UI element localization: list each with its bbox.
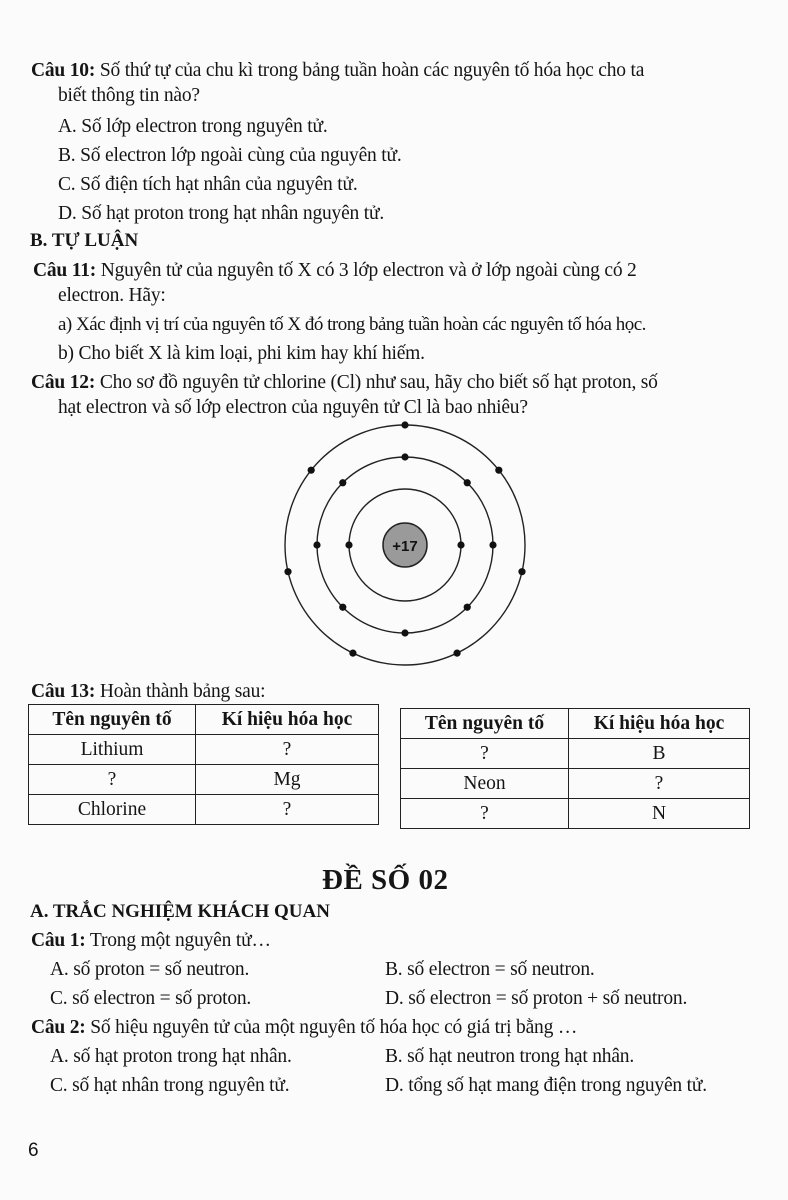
table-cell: Lithium [29,735,196,765]
q12-line1 [31,371,658,395]
table-cell: ? [196,735,379,765]
electron [464,479,471,486]
section-b-heading: B. TỰ LUẬN [30,230,139,251]
table-header: Tên nguyên tố [401,709,569,739]
q11-part-b: b) Cho biết X là kim loại, phi kim hay khí hiếm. [58,343,425,364]
q12-label: Câu 12: [31,372,96,393]
electron [518,568,525,575]
q11-text: Nguyên tử của nguyên tố X có 3 lớp electron và ở lớp ngoài cùng có 2 [96,260,637,281]
table-cell: Neon [401,769,569,799]
electron [464,604,471,611]
q2-option-c: C. số hạt nhân trong nguyên tử. [50,1075,290,1096]
q13-text: Hoàn thành bảng sau: [95,681,266,702]
table-cell: B [569,739,750,769]
table-row [401,739,750,769]
table-cell: ? [29,765,196,795]
q2-option-a: A. số hạt proton trong hạt nhân. [50,1046,292,1067]
q10-option-d: D. Số hạt proton trong hạt nhân nguyên tử. [58,203,385,224]
q10-label: Câu 10: [31,60,96,81]
q1-option-b: B. số electron = số neutron. [385,959,595,980]
element-table-left [28,704,379,825]
q11-part-a: a) Xác định vị trí của nguyên tố X đó trong bảng tuần hoàn các nguyên tố hóa học. [58,314,646,335]
section-a-heading: A. TRẮC NGHIỆM KHÁCH QUAN [30,901,330,922]
electron [401,453,408,460]
q12-text-cont: hạt electron và số lớp electron của nguyên tử Cl là bao nhiêu? [58,397,528,418]
electron [457,541,464,548]
q2-option-b: B. số hạt neutron trong hạt nhân. [385,1046,635,1067]
electron [284,568,291,575]
exam-title: ĐỀ SỐ 02 [322,864,449,896]
table-header: Kí hiệu hóa học [196,705,379,735]
electron [308,467,315,474]
q13-label: Câu 13: [31,681,96,702]
q11-line1 [33,259,637,283]
table-header: Tên nguyên tố [29,705,196,735]
q1-label: Câu 1: [31,930,86,951]
table-row [401,799,750,829]
table-cell: ? [196,795,379,825]
electron [401,629,408,636]
electron [339,604,346,611]
q1-option-a: A. số proton = số neutron. [50,959,250,980]
page-number: 6 [28,1140,39,1161]
q12-text: Cho sơ đồ nguyên tử chlorine (Cl) như sau, hãy cho biết số hạt proton, số [95,372,658,393]
q10-option-b: B. Số electron lớp ngoài cùng của nguyên tử. [58,145,402,166]
table-cell: ? [401,799,569,829]
q11-text-cont: electron. Hãy: [58,285,166,306]
table-row [29,765,379,795]
q10-option-a: A. Số lớp electron trong nguyên tử. [58,116,328,137]
q1-line [31,929,271,953]
q2-line [31,1016,577,1040]
table-row [401,769,750,799]
electron [401,421,408,428]
electron [349,650,356,657]
electron [495,467,502,474]
electron [339,479,346,486]
q1-option-d: D. số electron = số proton + số neutron. [385,988,688,1009]
electron [453,650,460,657]
table-cell: N [569,799,750,829]
electron [345,541,352,548]
nucleus-label: +17 [392,538,418,555]
q2-option-d: D. tổng số hạt mang điện trong nguyên tử. [385,1075,707,1096]
table-cell: Chlorine [29,795,196,825]
table-row [29,795,379,825]
q11-label: Câu 11: [33,260,97,281]
q10-text: Số thứ tự của chu kì trong bảng tuần hoàn các nguyên tố hóa học cho ta [95,60,645,81]
q2-label: Câu 2: [31,1017,86,1038]
q10-option-c: C. Số điện tích hạt nhân của nguyên tử. [58,174,358,195]
element-table-right [400,708,750,829]
q1-text: Trong một nguyên tử… [85,930,271,951]
q2-text: Số hiệu nguyên tử của một nguyên tố hóa học có giá trị bằng … [85,1017,578,1038]
chlorine-atom-diagram [280,420,530,670]
table-cell: ? [401,739,569,769]
table-cell: Mg [196,765,379,795]
q13-line [31,680,265,704]
table-row [29,735,379,765]
q10-text-cont: biết thông tin nào? [58,85,200,106]
electron [313,541,320,548]
table-cell: ? [569,769,750,799]
q10-line1 [31,59,644,83]
q1-option-c: C. số electron = số proton. [50,988,252,1009]
electron [489,541,496,548]
table-header: Kí hiệu hóa học [569,709,750,739]
